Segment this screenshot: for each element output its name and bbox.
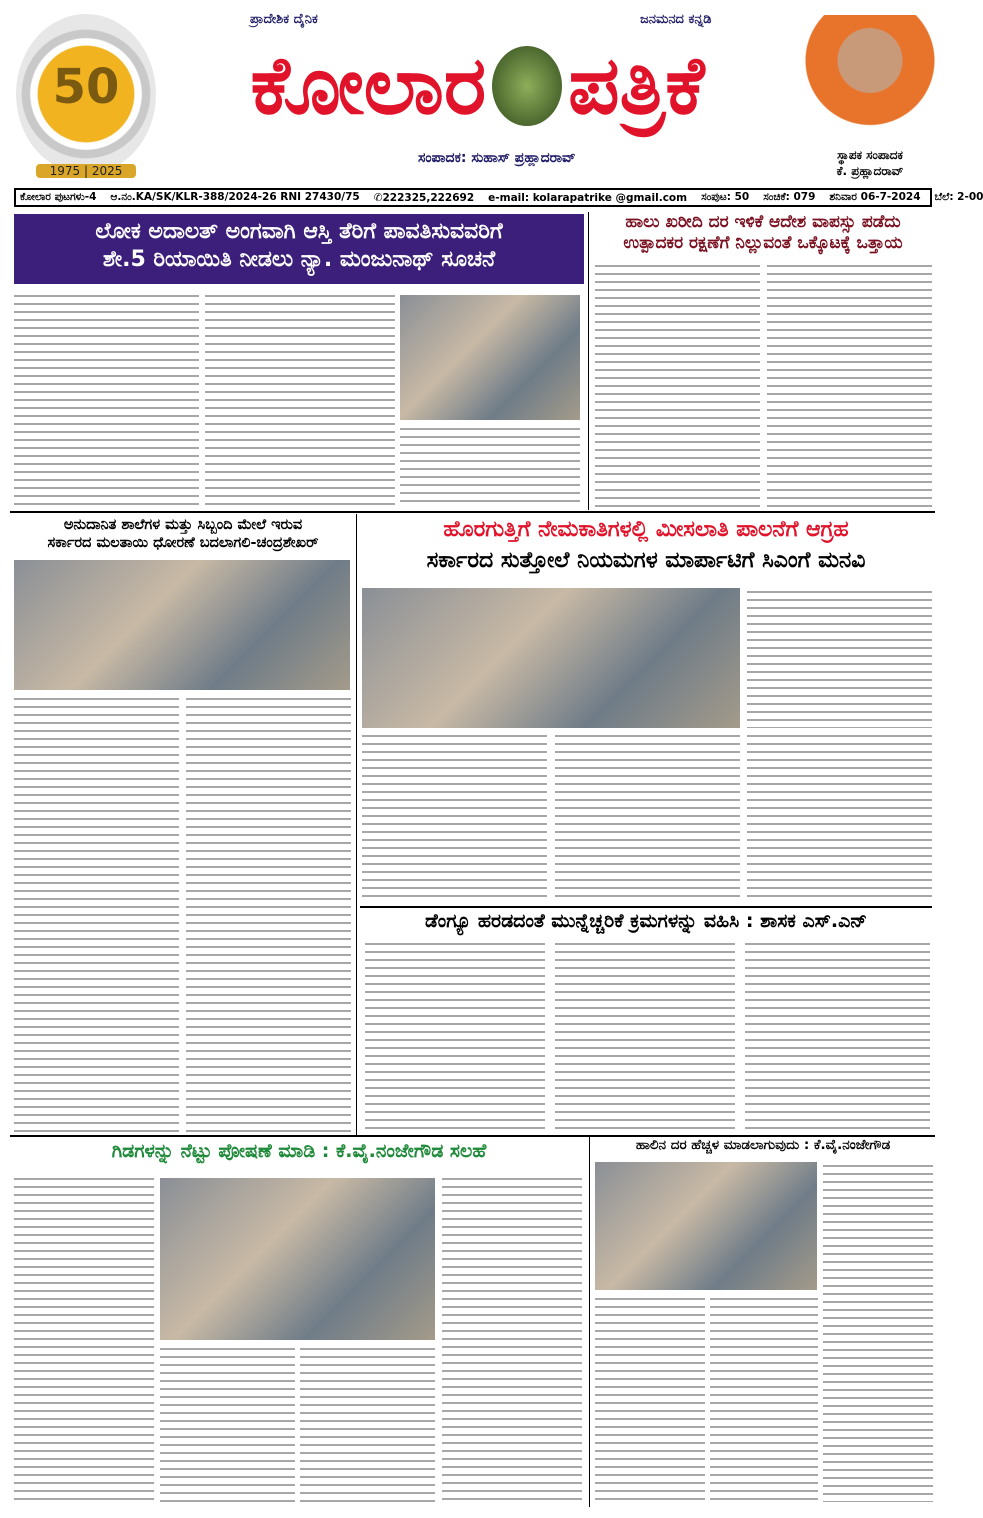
article-body (555, 940, 735, 1130)
article-body (300, 1345, 435, 1505)
headline-milk-price-hike (593, 1137, 933, 1154)
article-body (365, 940, 545, 1130)
article-body (823, 1162, 933, 1502)
newspaper-title (160, 28, 795, 143)
tagline-right: ಜನಮನದ ಕನ್ನಡಿ (640, 12, 712, 27)
article-body (555, 732, 740, 900)
article-body (767, 262, 932, 507)
headline-aided-schools (14, 516, 352, 552)
article-body (595, 262, 760, 507)
article-body (186, 695, 351, 1135)
article-body (205, 292, 395, 507)
headline-milk-price (593, 212, 933, 255)
headline-lok-adalat (14, 214, 584, 284)
article-photo (362, 588, 740, 728)
date: ಶನಿವಾರ 06-7-2024 (829, 191, 921, 203)
article-photo (14, 560, 350, 690)
headline-line: ಶೇ.5 ರಿಯಾಯಿತಿ ನೀಡಲು ನ್ಯಾ. ಮಂಜುನಾಥ್ ಸೂಚನೆ (102, 246, 496, 272)
article-body (14, 1175, 154, 1505)
article-body (160, 1345, 295, 1505)
column-divider (589, 1137, 590, 1507)
headline-line: ಅನುದಾನಿತ ಶಾಲೆಗಳ ಮತ್ತು ಸಿಬ್ಬಂದಿ ಮೇಲೆ ಇರುವ (63, 517, 303, 533)
article-body (710, 1295, 818, 1505)
headline-plant-trees (14, 1140, 584, 1164)
founder-label: ಸ್ಥಾಪಕ ಸಂಪಾದಕ (837, 148, 903, 162)
article-body (400, 425, 580, 507)
headline-line: ಹಾಲು ಖರೀದಿ ದರ ಇಳಿಕೆ ಆದೇಶ ವಾಪಸ್ಸು ಪಡೆದು (625, 212, 901, 232)
headline-line: ಗಿಡಗಳನ್ನು ನೆಟ್ಟು ಪೋಷಣೆ ಮಾಡಿ : ಕೆ.ವೈ.ನಂಜೇಗೌಡ ಸಲಹೆ (111, 1140, 487, 1162)
article-body (362, 732, 547, 900)
headline-line: ಉತ್ಪಾದಕರ ರಕ್ಷಣೆಗೆ ನಿಲ್ಲುವಂತೆ ಒಕ್ಕೊಟಕ್ಕೆ ಒತ್ತಾಯ (623, 233, 903, 254)
headline-outsourcing-reservation (360, 515, 932, 577)
golden-jubilee-logo (16, 14, 156, 178)
article-body (747, 732, 932, 900)
article-body (14, 292, 199, 507)
phone: ✆222325,222692 (373, 191, 475, 204)
article-body (595, 1295, 705, 1505)
editor-credit: ಸಂಪಾದಕ: ಸುಹಾಸ್ ಪ್ರಹ್ಲಾದರಾವ್ (418, 150, 576, 166)
headline-line: ಸರ್ಕಾರದ ಮಲತಾಯಿ ಧೋರಣೆ ಬದಲಾಗಲಿ-ಚಂದ್ರಶೇಖರ್ (47, 535, 319, 552)
headline-line: ಹೊರಗುತ್ತಿಗೆ ನೇಮಕಾತಿಗಳಲ್ಲಿ ಮೀಸಲಾತಿ ಪಾಲನೆಗೆ ಆಗ್ರಹ (443, 517, 849, 542)
logo-years: 1975 | 2025 (36, 164, 136, 178)
headline-line: ಹಾಲಿನ ದರ ಹೆಚ್ಚಳ ಮಾಡಲಾಗುವುದು : ಕೆ.ವೈ.ನಂಜೇಗೌಡ (635, 1137, 891, 1153)
email[interactable]: e-mail: kolarapatrike @gmail.com (488, 191, 688, 204)
headline-line: ಲೋಕ ಅದಾಲತ್ ಅಂಗವಾಗಿ ಆಸ್ತಿ ತೆರಿಗೆ ಪಾವತಿಸುವವರಿಗೆ (95, 219, 503, 244)
headline-dengue (360, 906, 932, 934)
article-photo (160, 1178, 435, 1340)
newspaper-title-word: ಕೋಲಾರ (250, 39, 487, 132)
issue: ಸಂಚಿಕೆ: 079 (763, 191, 816, 203)
article-body (747, 588, 932, 728)
pages: ಕೋಲಾರ ಪುಟಗಳು-4 (20, 191, 97, 203)
info-bar (14, 188, 983, 207)
founder-name: ಕೆ. ಪ್ರಹ್ಲಾದರಾವ್ (836, 163, 904, 178)
newspaper-title-word: ಪತ್ರಿಕೆ (568, 39, 705, 132)
tagline-left: ಪ್ರಾದೇಶಿಕ ದೈನಿಕ (250, 12, 318, 27)
article-body (442, 1175, 582, 1505)
price: ಬೆಲೆ: 2-00 (934, 191, 983, 203)
article-body (14, 695, 179, 1135)
emblem-icon (492, 46, 562, 126)
registration: ಆ.ನಂ.KA/SK/KLR-388/2024-26 RNI 27430/75 (110, 191, 360, 203)
column-divider (356, 514, 357, 1136)
column-divider (588, 212, 589, 510)
logo-number: 50 (52, 59, 120, 115)
headline-line: ಸರ್ಕಾರದ ಸುತ್ತೋಲೆ ನಿಯಮಗಳ ಮಾರ್ಪಾಟಿಗೆ ಸಿಎಂಗೆ ಮನವಿ (426, 547, 866, 573)
founder-photo (805, 15, 935, 145)
article-photo (400, 295, 580, 420)
article-photo (595, 1162, 817, 1290)
headline-line: ಡೆಂಗ್ಯೂ ಹರಡದಂತೆ ಮುನ್ನೆಚ್ಚರಿಕೆ ಕ್ರಮಗಳನ್ನು ವಹಿಸಿ : ಶಾಸಕ ಎಸ್.ಎನ್ (424, 910, 868, 932)
article-body (745, 940, 930, 1130)
section-divider (10, 511, 935, 513)
volume: ಸಂಪುಟ: 50 (701, 191, 750, 203)
